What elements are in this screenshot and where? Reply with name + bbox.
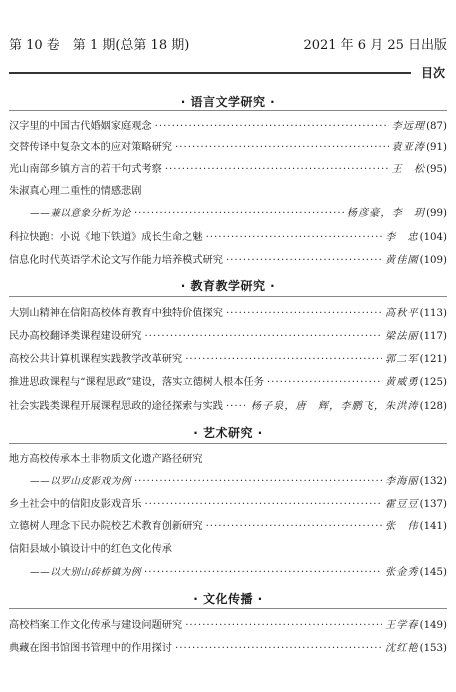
entry-page: (141): [419, 521, 447, 532]
entry-author: 李远理: [391, 121, 426, 132]
header-rule-row: [9, 66, 447, 80]
entry-author: 沈红艳: [385, 643, 419, 654]
entry-author: 杨子泉，唐 辉，李鹏飞，朱洪涛: [250, 401, 419, 412]
entry-title: 社会实践类课程开展课程思政的途径探索与实践: [9, 401, 223, 412]
leader-dots: [226, 254, 382, 268]
toc-entry-subtitle[interactable]: [30, 566, 447, 580]
leader-dots: [206, 520, 382, 534]
toc-entry[interactable]: [9, 185, 447, 199]
leader-dots: [134, 207, 344, 221]
entry-page: (153): [419, 643, 447, 654]
entry-page: (117): [419, 331, 447, 342]
entry-page: (87): [426, 121, 447, 132]
entry-title: 典藏在图书馆图书管理中的作用探讨: [9, 643, 172, 654]
toc-entry[interactable]: [9, 330, 447, 344]
section-title-culture: · 文化传播 ·: [193, 592, 263, 606]
entry-page: (95): [426, 164, 447, 175]
entry-page: (149): [419, 620, 447, 631]
entry-title: 科拉快跑：小说《地下铁道》成长生命之魅: [9, 232, 203, 243]
leader-dots: [267, 376, 382, 390]
entry-title: 大别山精神在信阳高校体育教育中独特价值探究: [9, 308, 223, 319]
toc-entry[interactable]: [9, 376, 447, 390]
entry-title: 交替传译中复杂文本的应对策略研究: [9, 142, 172, 153]
entry-author: 高秋平: [385, 308, 419, 319]
entry-title: 朱淑真心理二重性的情感悲剧: [9, 186, 142, 197]
leader-dots: [155, 120, 389, 134]
entry-title: 信阳县域小镇设计中的红色文化传承: [9, 544, 172, 555]
toc-entry[interactable]: [9, 642, 447, 656]
entry-page: (121): [419, 354, 447, 365]
toc-entry[interactable]: [9, 120, 447, 134]
entry-author: 梁法丽: [385, 331, 419, 342]
leader-dots: [206, 231, 382, 245]
leader-dots: [165, 163, 389, 177]
toc-entry[interactable]: [9, 163, 447, 177]
section-title-education: · 教育教学研究 ·: [180, 279, 276, 293]
entry-title: 信息化时代英语学术论文写作能力培养模式研究: [9, 255, 223, 266]
entry-author: 黄威勇: [385, 377, 419, 388]
section-title-art: · 艺术研究 ·: [193, 426, 263, 440]
entry-subtitle: ——兼以意象分析为论: [30, 208, 131, 219]
leader-dots: [144, 566, 382, 580]
entry-author: 李海丽: [385, 476, 419, 487]
header-rule: [9, 72, 411, 74]
entry-page: (125): [419, 377, 447, 388]
section-divider: [9, 608, 447, 609]
entry-author: 张金秀: [385, 567, 419, 578]
leader-dots: [175, 141, 389, 155]
toc-label: 目次: [420, 66, 445, 80]
entry-page: (104): [419, 232, 447, 243]
entry-title: 地方高校传承本土非物质文化遗产路径研究: [9, 454, 203, 465]
leader-dots: [226, 400, 248, 414]
toc-entry[interactable]: [9, 543, 447, 557]
entry-author: 李 忠: [385, 232, 419, 243]
entry-title: 立德树人理念下民办院校艺术教育创新研究: [9, 521, 203, 532]
section-divider: [9, 296, 447, 297]
entry-subtitle: ——以大别山砖桥镇为例: [30, 567, 142, 578]
toc-entry[interactable]: [9, 520, 447, 534]
toc-entry[interactable]: [9, 231, 447, 245]
toc-entry[interactable]: [9, 307, 447, 321]
entry-page: (113): [419, 308, 447, 319]
entry-author: 郭二军: [385, 354, 419, 365]
entry-author: 袁亚涛: [391, 142, 426, 153]
toc-entry-subtitle[interactable]: [30, 475, 447, 489]
toc-entry[interactable]: [9, 400, 447, 414]
section-divider: [9, 443, 447, 444]
entry-title: 光山南部乡镇方言的若干句式考察: [9, 164, 162, 175]
entry-page: (91): [426, 142, 447, 153]
entry-title: 高校档案工作文化传承与建设问题研究: [9, 620, 183, 631]
section-divider: [9, 110, 447, 111]
entry-author: 霍豆豆: [385, 499, 419, 510]
leader-dots: [185, 353, 382, 367]
leader-dots: [144, 498, 382, 512]
section-title-language: · 语言文学研究 ·: [180, 95, 276, 109]
entry-title: 高校公共计算机课程实践教学改革研究: [9, 354, 183, 365]
toc-entry-subtitle[interactable]: [30, 207, 447, 221]
toc-entry[interactable]: [9, 498, 447, 512]
entry-title: 推进思政课程与“课程思政”建设，落实立德树人根本任务: [9, 377, 264, 388]
entry-page: (109): [419, 255, 447, 266]
toc-entry[interactable]: [9, 619, 447, 633]
journal-header: [9, 34, 447, 53]
entry-author: 杨彦豪，李 玥: [346, 208, 426, 219]
leader-dots: [226, 307, 382, 321]
entry-author: 王学春: [385, 620, 419, 631]
leader-dots: [175, 642, 382, 656]
leader-dots: [185, 619, 382, 633]
leader-dots: [134, 475, 382, 489]
publication-date: 2021 年 6 月 25 日出版: [303, 38, 447, 53]
entry-subtitle: ——以罗山皮影戏为例: [30, 476, 131, 487]
entry-page: (145): [419, 567, 447, 578]
toc-entry[interactable]: [9, 453, 447, 467]
toc-entry[interactable]: [9, 353, 447, 367]
issue-info: 第 10 卷 第 1 期(总第 18 期): [9, 38, 190, 53]
leader-dots: [144, 330, 382, 344]
entry-author: 王 松: [391, 164, 426, 175]
entry-title: 乡土社会中的信阳皮影戏音乐: [9, 499, 142, 510]
entry-page: (99): [426, 208, 447, 219]
entry-page: (132): [419, 476, 447, 487]
toc-entry[interactable]: [9, 141, 447, 155]
entry-author: 张 伟: [385, 521, 419, 532]
toc-entry[interactable]: [9, 254, 447, 268]
entry-author: 黄佳園: [385, 255, 419, 266]
entry-page: (128): [419, 401, 447, 412]
entry-title: 汉字里的中国古代婚姻家庭观念: [9, 121, 152, 132]
entry-title: 民办高校翻译类课程建设研究: [9, 331, 142, 342]
entry-page: (137): [419, 499, 447, 510]
